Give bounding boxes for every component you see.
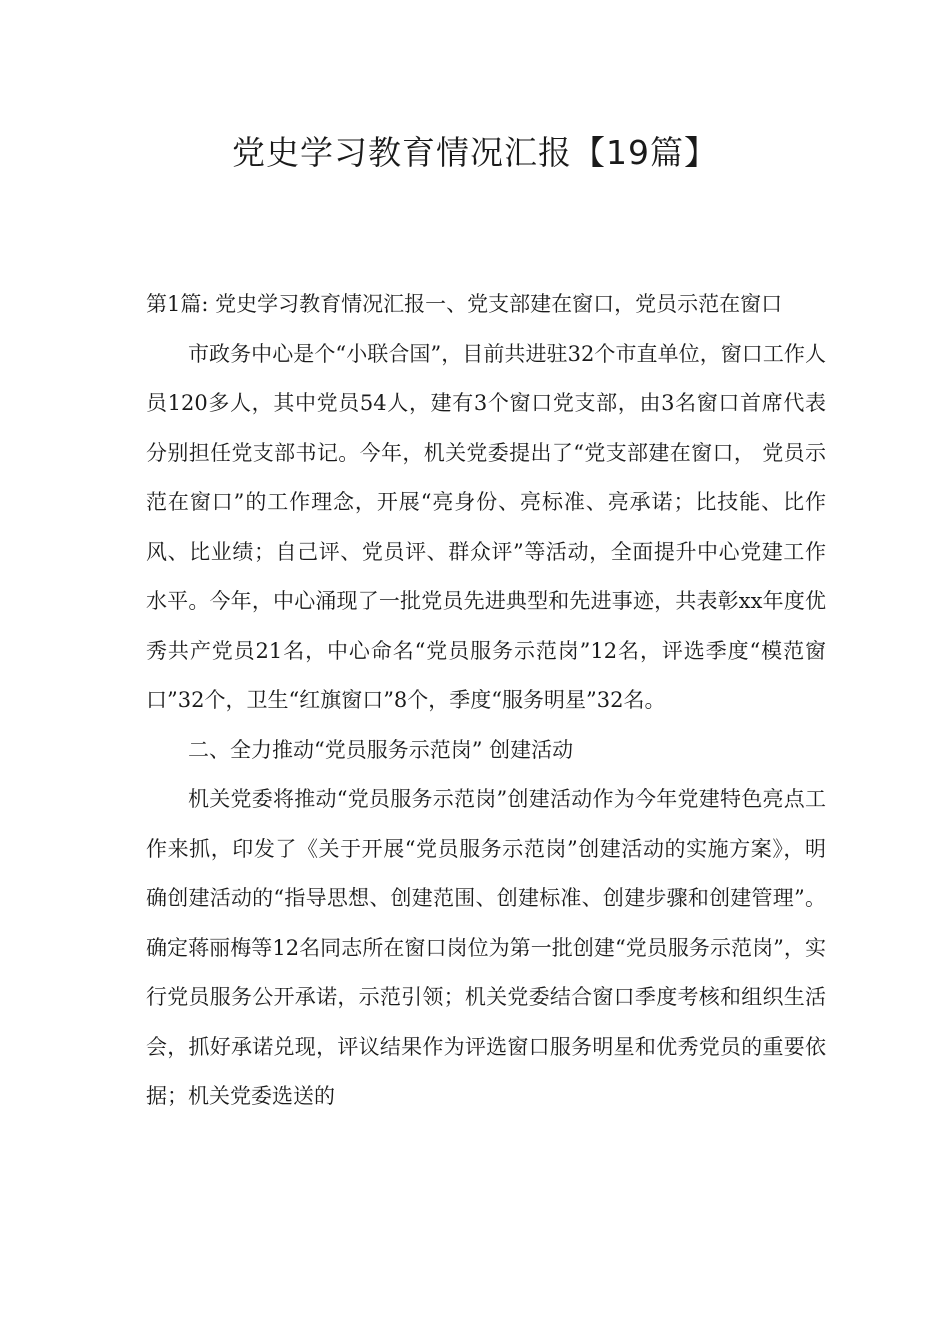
document-title: 党史学习教育情况汇报【19篇】 (232, 133, 718, 172)
paragraph-heading-part-1: 第1篇: 党史学习教育情况汇报一、党支部建在窗口，党员示范在窗口 (146, 292, 783, 316)
paragraph-section-heading-two: 二、全力推动“党员服务示范岗” 创建活动 (188, 737, 574, 762)
document-body (146, 280, 826, 1122)
paragraph-window-party-branch: 市政务中心是个“小联合国”，目前共进驻32个市直单位，窗口工作人员120多人，其中党员54人，建有3个窗口党支部，由3名窗口首席代表分别担任党支部书记。今年，机关党委提出了“党支部建在窗口， 党员示范在窗口”的工作理念，开展“亮身份、亮标准、亮承诺；比技能、比作风、比业绩；自己评、党员评、群众评”等活动，全面提升中心党建工作水平。今年，中心涌现了一批党员先进典型和先进事迹，共表彰xx年度优秀共产党员21名，中心命名“党员服务示范岗”12名，评选季度“模范窗口”32个，卫生“红旗窗口”8个，季度“服务明星”32名。 (146, 341, 826, 712)
paragraph-demonstration-post: 机关党委将推动“党员服务示范岗”创建活动作为今年党建特色亮点工作来抓，印发了《关于开展“党员服务示范岗”创建活动的实施方案》，明确创建活动的“指导思想、创建范围、创建标准、创建步骤和创建管理”。确定蒋丽梅等12名同志所在窗口岗位为第一批创建“党员服务示范岗”，实行党员服务公开承诺，示范引领；机关党委结合窗口季度考核和组织生活会，抓好承诺兑现，评议结果作为评选窗口服务明星和优秀党员的重要依据；机关党委选送的 (146, 787, 826, 1108)
